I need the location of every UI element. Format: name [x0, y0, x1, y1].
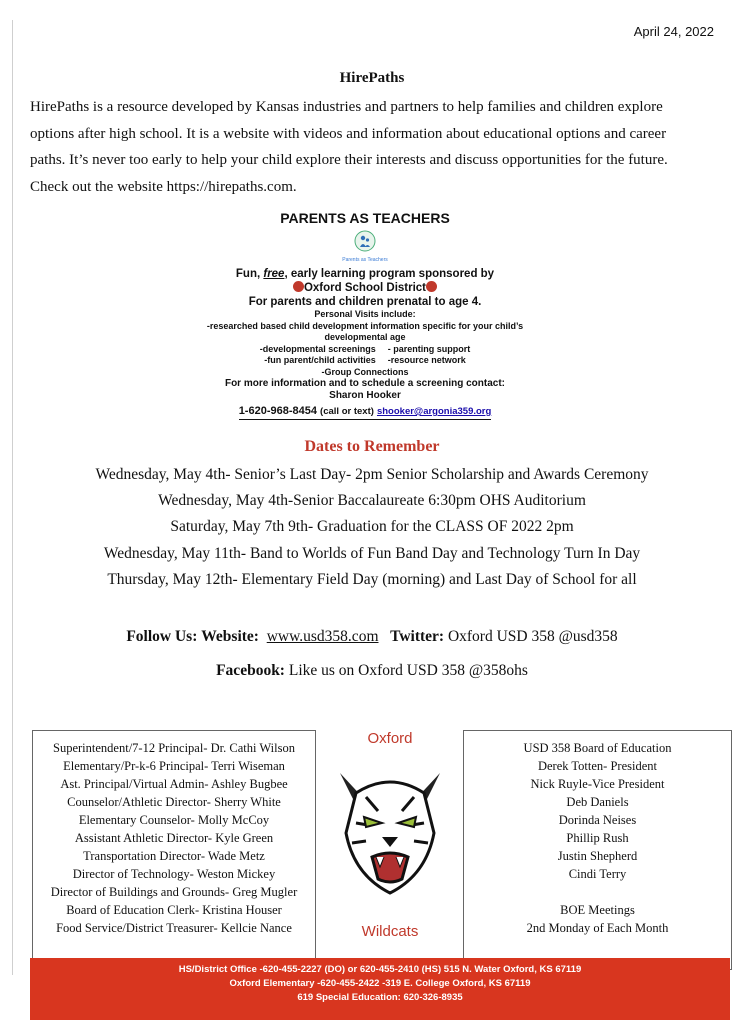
footer-line: HS/District Office -620-455-2227 (DO) or 620-455-2410 (HS) 515 N. Water Oxford, KS 67119	[178, 964, 582, 975]
board-member: Deb Daniels	[566, 795, 629, 809]
facebook-handle: Like us on Oxford USD 358 @358ohs	[288, 662, 528, 679]
board-member: Dorinda Neises	[558, 813, 637, 827]
pat-district: Oxford School District	[200, 281, 530, 295]
pat-visit-item: -developmental screenings - parenting support	[259, 343, 471, 354]
staff-entry: Assistant Athletic Director- Kyle Green	[74, 831, 274, 845]
mascot-top-label: Oxford	[367, 730, 413, 747]
board-title: USD 358 Board of Education	[523, 741, 672, 755]
board-member: Justin Shepherd	[557, 849, 638, 863]
board-member: Nick Ruyle-Vice President	[530, 777, 665, 791]
boe-meetings-schedule: 2nd Monday of Each Month	[526, 921, 669, 935]
footer-line: Oxford Elementary -620-455-2422 -319 E. College Oxford, KS 67119	[229, 978, 531, 989]
follow-us-line: Follow Us: Website: www.usd358.com Twitter: Oxford USD 358 @usd358	[126, 628, 618, 645]
pat-more-info: For more information and to schedule a screening contact:	[224, 378, 506, 389]
pat-email-link[interactable]: shooker@argonia359.org	[376, 406, 492, 417]
staff-entry: Superintendent/7-12 Principal- Dr. Cathi Wilson	[53, 741, 295, 755]
mascot-bottom-label: Wildcats	[361, 923, 419, 940]
staff-entry: Ast. Principal/Virtual Admin- Ashley Bugbee	[60, 777, 288, 791]
staff-entry: Elementary Counselor- Molly McCoy	[78, 813, 270, 827]
pat-contact-name: Sharon Hooker	[329, 389, 401, 401]
footer-line: 619 Special Education: 620-326-8935	[297, 992, 463, 1003]
staff-directory	[32, 730, 316, 970]
date-item: Wednesday, May 11th- Band to Worlds of Fun Band Day and Technology Turn In Day	[103, 544, 641, 562]
pat-logo-caption: Parents as Teachers	[342, 257, 388, 263]
staff-entry: Board of Education Clerk- Kristina Houser	[66, 903, 282, 917]
facebook-line: Facebook: Like us on Oxford USD 358 @358ohs	[216, 662, 528, 679]
staff-entry: Elementary/Pr-k-6 Principal- Terri Wiseman	[63, 759, 285, 773]
pat-eligibility: For parents and children prenatal to age 4.	[248, 296, 482, 308]
date-item: Thursday, May 12th- Elementary Field Day (morning) and Last Day of School for all	[107, 570, 637, 588]
pat-contact-line	[239, 405, 492, 420]
board-member: Phillip Rush	[566, 831, 629, 845]
twitter-handle: Oxford USD 358 @usd358	[447, 628, 618, 645]
dates-title: Dates to Remember	[304, 438, 440, 455]
staff-entry: Transportation Director- Wade Metz	[83, 849, 265, 863]
hirepaths-title: HirePaths	[339, 70, 405, 86]
pat-call-text: (call or text)	[320, 406, 374, 417]
board-member: Cindi Terry	[568, 867, 627, 881]
parents-as-teachers-logo-icon	[354, 230, 376, 252]
board-of-education	[463, 730, 732, 970]
pat-visits-heading: Personal Visits include:	[314, 309, 416, 319]
football-icon	[426, 281, 437, 292]
pat-intro: Fun, free, early learning program sponsored by	[235, 268, 495, 280]
date-item: Saturday, May 7th 9th- Graduation for the CLASS OF 2022 2pm	[170, 518, 574, 536]
pat-visit-item: -researched based child development information specific for your child’s developmental age	[206, 320, 524, 342]
football-icon	[293, 281, 304, 292]
board-member: Derek Totten- President	[537, 759, 657, 773]
hirepaths-body: HirePaths is a resource developed by Kansas industries and partners to help families and children explore options after high school. It is a website with videos and information about educational options and career paths. It’s never too early to help your child explore their interests and discuss opportunities for the future. Check out the website https://hirepaths.com.	[30, 99, 668, 195]
newsletter-date: April 24, 2022	[633, 24, 714, 39]
pat-phone: 1-620-968-8454	[238, 405, 317, 417]
staff-entry: Counselor/Athletic Director- Sherry White	[67, 795, 281, 809]
website-link[interactable]: www.usd358.com	[266, 628, 379, 645]
pat-visit-item: -Group Connections	[321, 366, 409, 377]
date-item: Wednesday, May 4th-Senior Baccalaureate 6:30pm OHS Auditorium	[158, 492, 586, 510]
pat-heading: PARENTS AS TEACHERS	[280, 210, 450, 226]
wildcat-mascot-icon	[326, 753, 454, 903]
date-item: Wednesday, May 4th- Senior’s Last Day- 2pm Senior Scholarship and Awards Ceremony	[95, 466, 649, 483]
contact-footer	[30, 958, 730, 1020]
boe-meetings-label: BOE Meetings	[560, 903, 635, 917]
staff-entry: Food Service/District Treasurer- Kellcie Nance	[56, 921, 292, 935]
dates-list	[0, 462, 744, 593]
mascot-block	[322, 730, 458, 940]
pat-visit-item: -fun parent/child activities -resource network	[264, 355, 466, 365]
staff-entry: Director of Buildings and Grounds- Greg Mugler	[50, 885, 298, 899]
staff-entry: Director of Technology- Weston Mickey	[72, 867, 276, 881]
parents-as-teachers-flyer	[200, 210, 530, 420]
